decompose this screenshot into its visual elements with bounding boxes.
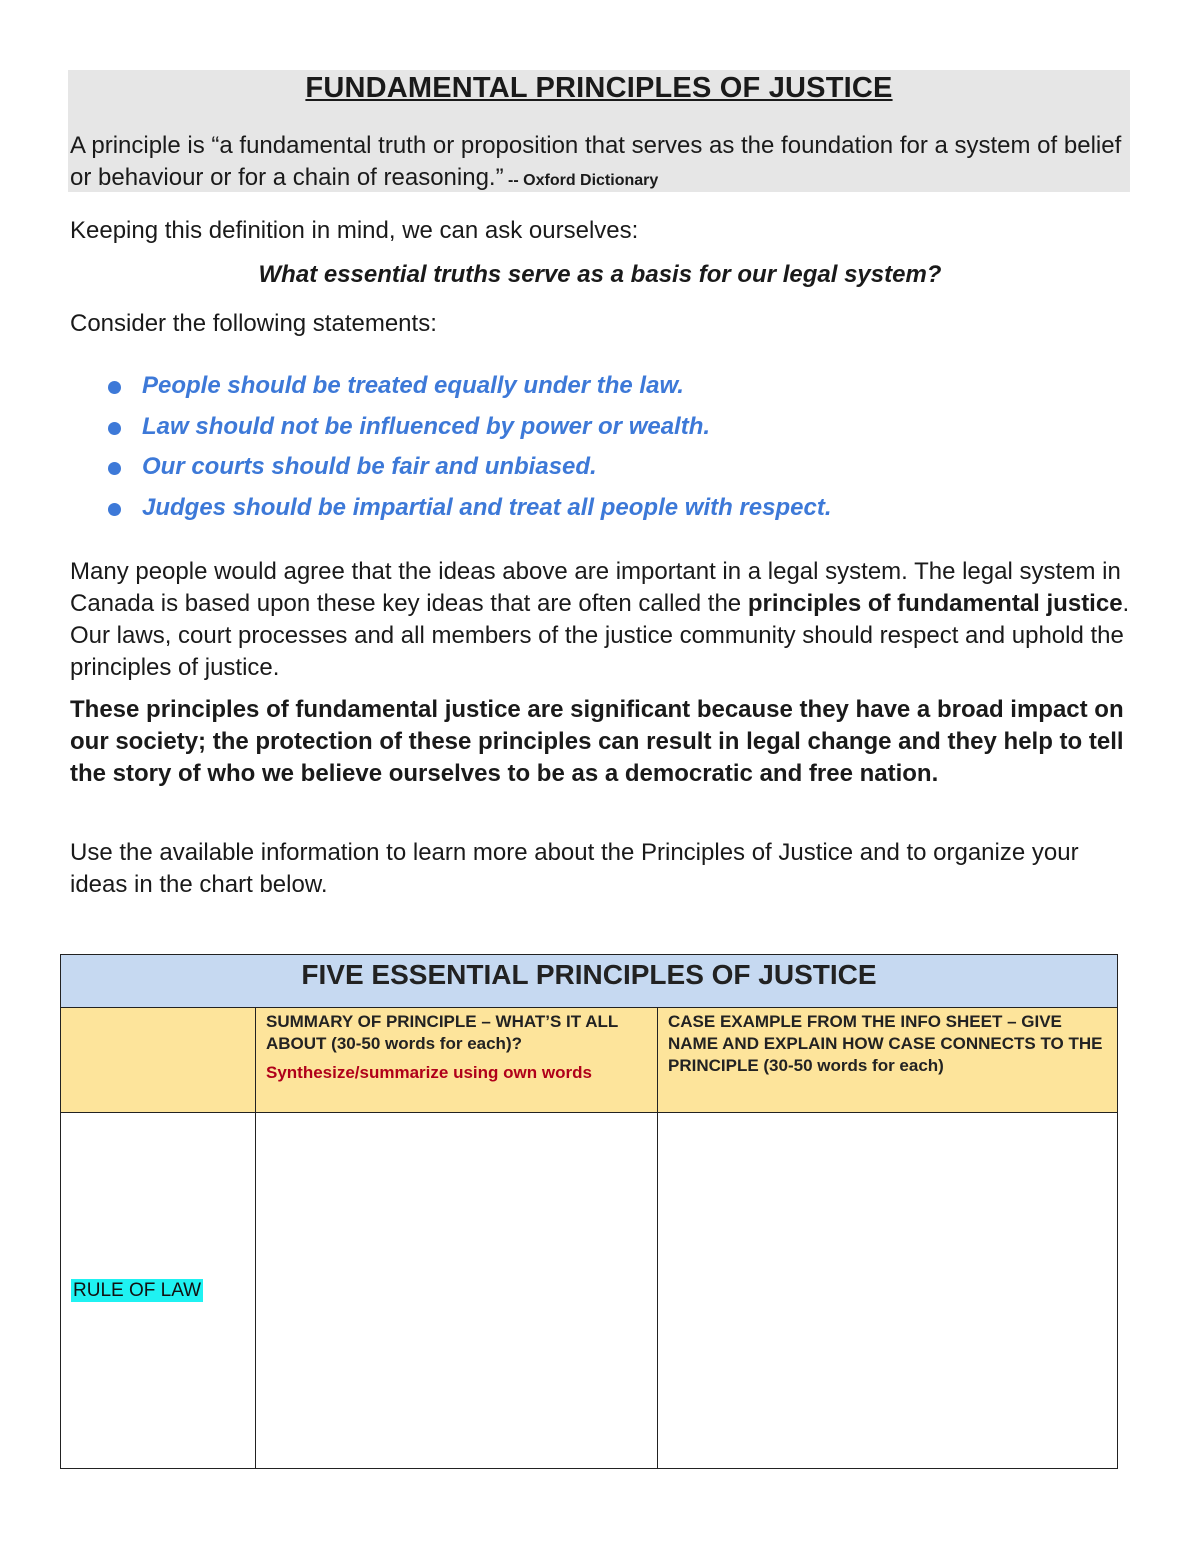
chart-header-row xyxy=(61,1008,1118,1113)
chart-title: FIVE ESSENTIAL PRINCIPLES OF JUSTICE xyxy=(61,955,1118,1008)
statement-list xyxy=(108,368,831,530)
guiding-question: What essential truths serve as a basis for our legal system? xyxy=(258,261,942,288)
case-answer-cell[interactable] xyxy=(658,1113,1118,1469)
bullet-icon xyxy=(108,381,121,394)
principle-label-cell xyxy=(61,1113,256,1469)
page-title: FUNDAMENTAL PRINCIPLES OF JUSTICE xyxy=(305,72,893,104)
intro-keeping: Keeping this definition in mind, we can ask ourselves: xyxy=(70,217,639,244)
summary-answer-cell[interactable] xyxy=(256,1113,658,1469)
statement-text: Law should not be influenced by power or wealth. xyxy=(142,412,711,440)
bullet-icon xyxy=(108,422,121,435)
list-item xyxy=(108,449,831,490)
statement-text: People should be treated equally under the law. xyxy=(142,372,684,399)
table-row xyxy=(61,1113,1118,1469)
chart-title-row xyxy=(61,955,1118,1008)
case-header: CASE EXAMPLE FROM THE INFO SHEET – GIVE NAME AND EXPLAIN HOW CASE CONNECTS TO THE PRINCIPLE (30-50 words for each) xyxy=(668,1012,1103,1075)
summary-note: Synthesize/summarize using own words xyxy=(266,1063,592,1082)
body-paragraph-3: Use the available information to learn more about the Principles of Justice and to organize your ideas in the chart below. xyxy=(70,839,1079,898)
body-paragraph-2: These principles of fundamental justice are significant because they have a broad impact on our society; the protection of these principles can result in legal change and they help to tell the story of who we believe ourselves to be as a democratic and free nation. xyxy=(70,696,1124,787)
principle-label: RULE OF LAW xyxy=(73,1279,202,1301)
list-item xyxy=(108,490,831,531)
statement-text: Our courts should be fair and unbiased. xyxy=(142,453,597,480)
body-paragraph-1 xyxy=(70,556,1130,684)
statement-text: Judges should be impartial and treat all people with respect. xyxy=(142,493,832,521)
summary-header: SUMMARY OF PRINCIPLE – WHAT’S IT ALL ABOUT (30-50 words for each)? xyxy=(266,1012,618,1053)
para1-emphasis: principles of fundamental justice xyxy=(747,590,1123,617)
list-item xyxy=(108,368,831,409)
definition-source: -- Oxford Dictionary xyxy=(503,172,659,189)
para1-text-end: . Our laws, court processes and all members of the justice community should respect and uphold the principles of justice. xyxy=(70,590,1130,681)
header-cell-empty xyxy=(61,1008,256,1113)
definition-text: A principle is “a fundamental truth or proposition that serves as the foundation for a system of belief or behaviour or for a chain of reasoning.” xyxy=(70,132,1122,191)
para1-text: Many people would agree that the ideas above are important in a legal system. The legal system in Canada is based upon these key ideas that are often called the xyxy=(70,558,1121,617)
header-cell-case xyxy=(658,1008,1118,1113)
bullet-icon xyxy=(108,503,121,516)
bullet-icon xyxy=(108,462,121,475)
header-cell-summary xyxy=(256,1008,658,1113)
intro-consider: Consider the following statements: xyxy=(70,310,437,337)
principle-definition xyxy=(70,130,1128,197)
list-item xyxy=(108,409,831,450)
principles-chart xyxy=(60,954,1118,1469)
